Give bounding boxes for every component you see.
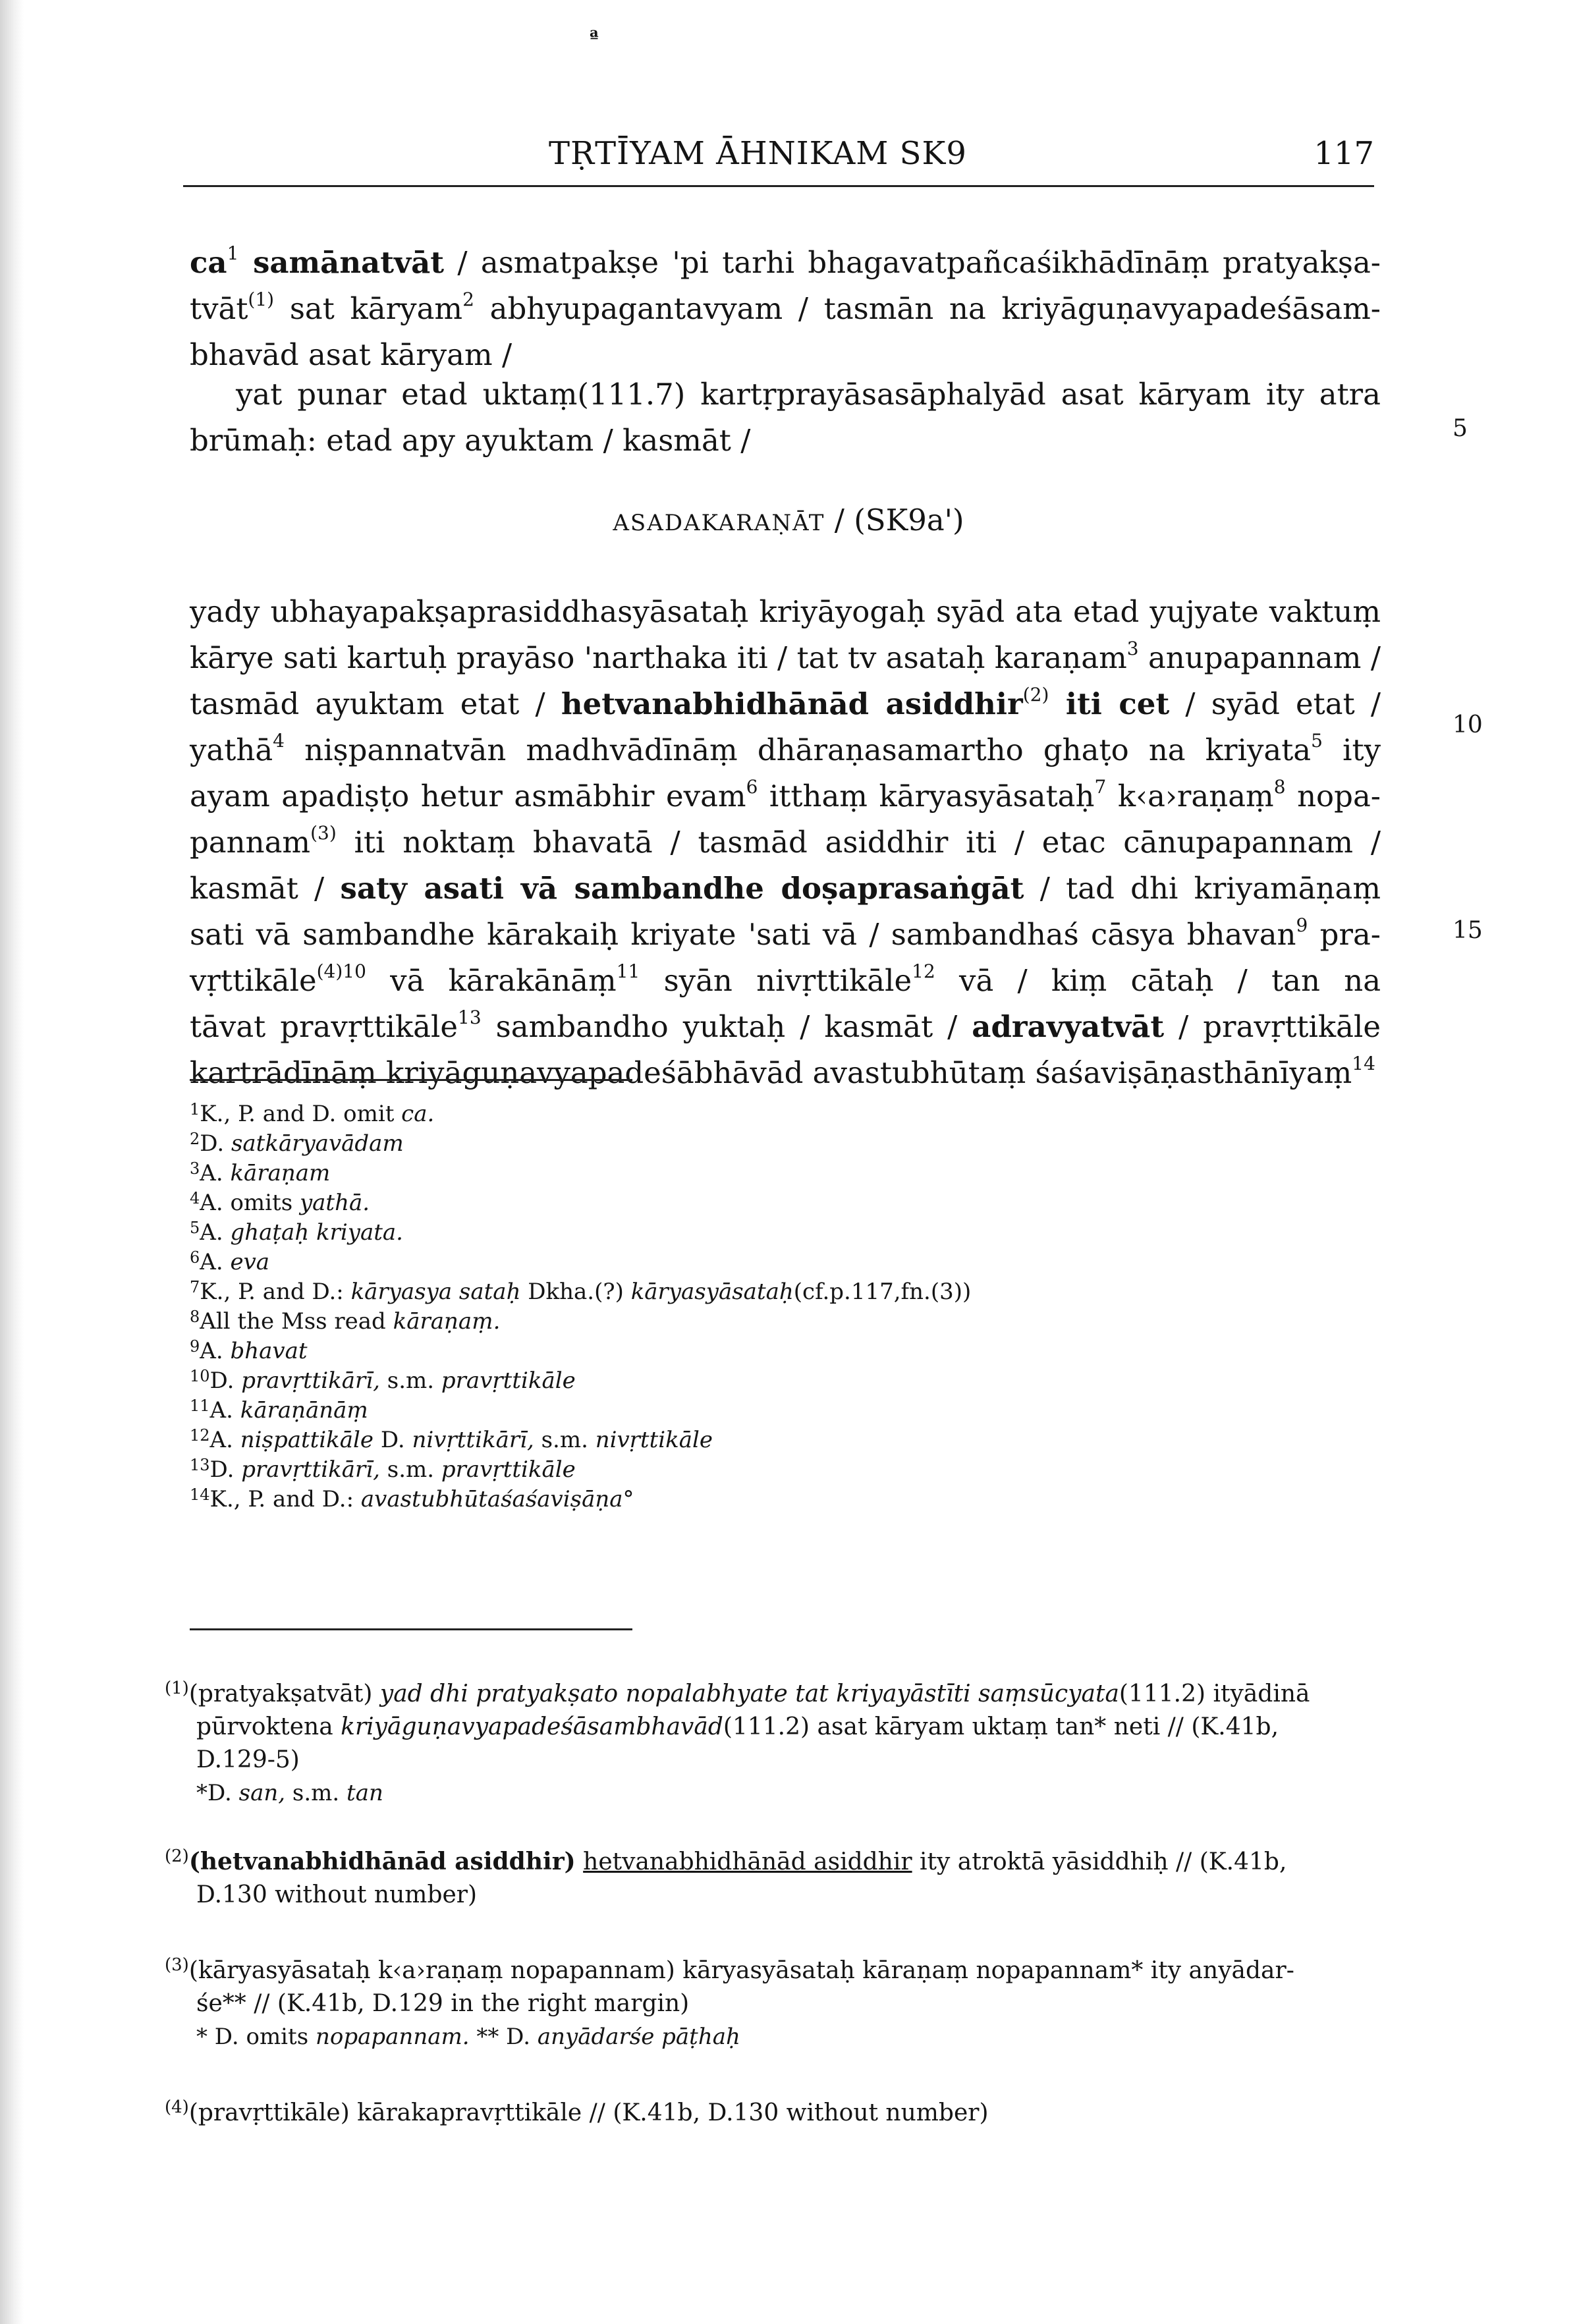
critical-note-line xyxy=(165,1987,1397,2020)
text-line xyxy=(190,866,1381,912)
text-run: K., P. and D.: xyxy=(200,1279,351,1305)
line-number: 10 xyxy=(1452,711,1483,738)
text-run: vā / kiṃ cātaḥ / tan na xyxy=(935,963,1381,998)
critical-note-line xyxy=(165,1744,1397,1777)
text-run: abhyupagantavyam / tasmān na kriyāguṇavyapadeśāsam- xyxy=(474,291,1381,326)
text-run: D. xyxy=(209,1456,242,1483)
critical-note-line xyxy=(165,1879,1397,1912)
text-line xyxy=(190,958,1381,1004)
italic-run: kāryasyāsataḥ xyxy=(630,1279,794,1305)
text-line xyxy=(190,681,1381,727)
text-run: anupapannam / xyxy=(1138,640,1381,675)
text-line xyxy=(190,727,1381,773)
italic-run: ghaṭaḥ kriyata. xyxy=(230,1219,403,1246)
section-heading-label: ASADAKARAṆĀT xyxy=(613,510,825,536)
text-run: brūmaḥ: etad apy ayuktam / kasmāt / xyxy=(190,423,751,458)
superscript-ref: 13 xyxy=(458,1007,482,1028)
superscript-ref: (4)10 xyxy=(316,960,366,982)
footnote-number: 12 xyxy=(190,1426,210,1445)
footnote-number: 13 xyxy=(190,1456,210,1474)
text-run: pūrvoktena xyxy=(196,1713,341,1740)
text-run: tvāt xyxy=(190,291,248,326)
bold-run: samānatvāt xyxy=(238,245,445,280)
text-run: (111.2) ityādinā xyxy=(1119,1680,1310,1707)
text-run: ** D. xyxy=(469,2024,538,2050)
text-run: (pravṛttikāle) kārakapravṛttikāle // (K.41b, D.130 without number) xyxy=(188,2099,989,2126)
critical-note xyxy=(165,1840,1397,1912)
superscript-ref: 1 xyxy=(227,242,239,264)
text-run: iti noktaṃ bhavatā / tasmād asiddhir iti / etac cānupapannam / xyxy=(336,825,1381,860)
section-heading-ref: / (SK9a') xyxy=(825,503,964,538)
text-run: niṣpannatvān madhvādīnāṃ dhāraṇasamartho ghaṭo na kriyata xyxy=(284,733,1312,767)
italic-run: satkāryavādam xyxy=(231,1130,404,1157)
critical-note-number: (1) xyxy=(165,1678,189,1698)
superscript-ref: 8 xyxy=(1273,776,1286,798)
critical-note-line xyxy=(165,1672,1397,1711)
bold-run: iti cet xyxy=(1049,686,1170,721)
bold-run: adravyatvāt xyxy=(972,1009,1165,1044)
text-run: yathā xyxy=(190,733,273,767)
text-run: / pravṛttikāle xyxy=(1164,1009,1381,1044)
text-run: śe** // (K.41b, D.129 in the right margin) xyxy=(196,1990,690,2017)
italic-run: pravṛttikārī, xyxy=(241,1456,380,1483)
text-run: ity xyxy=(1322,733,1381,767)
text-line xyxy=(190,635,1381,681)
text-run: vā kārakānāṃ xyxy=(366,963,617,998)
text-run: A. omits xyxy=(200,1190,300,1216)
text-run: (111.2) asat kāryam uktaṃ tan* neti // (K.41b, xyxy=(723,1713,1279,1740)
italic-run: nopapannam. xyxy=(315,2024,470,2050)
text-line xyxy=(190,286,1381,332)
text-run: A. xyxy=(200,1160,231,1186)
italic-run: tan xyxy=(346,1780,383,1806)
text-run: sambandho yuktaḥ / kasmāt / xyxy=(481,1009,972,1044)
superscript-ref: 5 xyxy=(1311,730,1323,752)
text-run: / syād etat / xyxy=(1169,686,1381,721)
italic-run: kriyāguṇavyapadeśāsambhavād xyxy=(341,1713,723,1740)
italic-run: anyādarśe pāṭhaḥ xyxy=(537,2024,740,2050)
text-run: D. xyxy=(200,1130,231,1157)
text-line xyxy=(190,240,1381,286)
footnote-number: 10 xyxy=(190,1367,210,1385)
footnote-number: 9 xyxy=(190,1337,200,1356)
text-run: (cf.p.117,fn.(3)) xyxy=(793,1279,972,1305)
bold-run: ca xyxy=(190,245,227,280)
text-run: pannam xyxy=(190,825,311,860)
critical-note-number: (3) xyxy=(165,1955,189,1975)
italic-run: nivṛttikāle xyxy=(595,1427,713,1453)
superscript-ref: 9 xyxy=(1296,914,1308,936)
running-title: TṚTĪYAM ĀHNIKAM SK9 xyxy=(549,135,967,172)
critical-note xyxy=(165,1949,1397,2053)
superscript-ref: (1) xyxy=(248,289,275,310)
text-run: nopa- xyxy=(1285,779,1381,814)
text-run: kārye sati kartuḥ prayāso 'narthaka iti / tat tv asataḥ karaṇam xyxy=(190,640,1127,675)
critical-note-number: (4) xyxy=(165,2097,189,2117)
text-run: *D. xyxy=(196,1780,239,1806)
italic-run: niṣpattikāle xyxy=(240,1427,374,1453)
underlined-run: hetvanabhidhānād asiddhir xyxy=(583,1848,912,1875)
text-run: (pratyakṣatvāt) xyxy=(188,1680,380,1707)
footnote-number: 2 xyxy=(190,1130,200,1148)
bold-run: hetvanabhidhānād asiddhir xyxy=(561,686,1023,721)
text-run: / tad dhi kriyamāṇaṃ xyxy=(1024,871,1381,906)
superscript-ref: 14 xyxy=(1352,1053,1375,1074)
text-run: K., P. and D.: xyxy=(209,1486,361,1512)
text-run: D.129-5) xyxy=(196,1746,300,1773)
text-run: Dkha.(?) xyxy=(520,1279,631,1305)
footnote-number: 8 xyxy=(190,1308,200,1326)
text-line xyxy=(190,819,1381,866)
footnote-number: 11 xyxy=(190,1397,210,1415)
text-run: All the Mss read xyxy=(200,1308,393,1335)
text-run: A. xyxy=(209,1427,240,1453)
footnote-number: 1 xyxy=(190,1100,200,1119)
critical-note-line xyxy=(165,1777,1397,1810)
text-run: ayam apadiṣṭo hetur asmābhir evam xyxy=(190,779,746,814)
text-line xyxy=(190,589,1381,635)
critical-note-line xyxy=(165,1949,1397,1987)
text-run: yady ubhayapakṣaprasiddhasyāsataḥ kriyāyogaḥ syād ata etad yujyate vaktuṃ xyxy=(190,594,1381,629)
text-run: k‹a›raṇaṃ xyxy=(1106,779,1274,814)
footnote-number: 7 xyxy=(190,1278,200,1296)
line-number: 5 xyxy=(1452,415,1468,442)
text-run: (kāryasyāsataḥ k‹a›raṇaṃ nopapannam) kāryasyāsataḥ kāraṇaṃ nopapannam* ity anyādar- xyxy=(188,1957,1294,1984)
text-run: K., P. and D. omit xyxy=(200,1101,402,1127)
superscript-ref: 6 xyxy=(746,776,758,798)
critical-notes-rule xyxy=(190,1628,632,1630)
text-run: s.m. xyxy=(379,1456,441,1483)
section-heading xyxy=(0,497,1577,546)
bold-run: saty asati vā sambandhe doṣaprasaṅgāt xyxy=(340,871,1024,906)
italic-run: eva xyxy=(230,1249,270,1275)
italic-run: yad dhi pratyakṣato nopalabhyate tat kriyayāstīti saṃsūcyata xyxy=(379,1680,1119,1707)
page-mark: ª xyxy=(590,26,599,48)
text-run: A. xyxy=(200,1338,231,1364)
scan-edge-shadow xyxy=(0,0,24,2324)
footnote-number: 3 xyxy=(190,1159,200,1178)
text-run: kartrādīnāṃ kriyāguṇavyapadeśābhāvād avastubhūtaṃ śaśaviṣāṇasthānīyaṃ xyxy=(190,1055,1352,1090)
italic-run: kāraṇānāṃ xyxy=(240,1397,368,1424)
superscript-ref: 3 xyxy=(1126,638,1139,659)
italic-run: ca. xyxy=(401,1101,435,1127)
bold-run: (hetvanabhidhānād asiddhir) xyxy=(188,1848,576,1875)
italic-run: san, xyxy=(238,1780,286,1806)
text-run xyxy=(576,1848,583,1875)
critical-note-number: (2) xyxy=(165,1846,189,1866)
superscript-ref: 4 xyxy=(273,730,285,752)
text-run: pra- xyxy=(1308,917,1381,952)
text-run: * D. omits xyxy=(196,2024,316,2050)
text-run: tāvat pravṛttikāle xyxy=(190,1009,458,1044)
italic-run: kāraṇam xyxy=(230,1160,331,1186)
italic-run: kāraṇaṃ. xyxy=(393,1308,501,1335)
footnote-number: 14 xyxy=(190,1485,210,1504)
text-run: itthaṃ kāryasyāsataḥ xyxy=(758,779,1095,814)
running-header xyxy=(183,135,1374,187)
text-run: tasmād ayuktam etat / xyxy=(190,686,561,721)
text-run: D. xyxy=(209,1368,242,1394)
text-line xyxy=(190,1050,1381,1096)
text-run: A. xyxy=(200,1249,231,1275)
superscript-ref: (2) xyxy=(1022,684,1049,706)
superscript-ref: (3) xyxy=(310,822,337,844)
text-run: yat punar etad uktaṃ(111.7) kartṛprayāsasāphalyād asat kāryam ity atra xyxy=(236,377,1381,412)
text-line xyxy=(190,912,1381,958)
superscript-ref: 7 xyxy=(1094,776,1107,798)
paragraph-1 xyxy=(190,240,1381,378)
text-line xyxy=(190,1004,1381,1050)
italic-run: avastubhūtaśaśaviṣāṇa° xyxy=(360,1486,634,1512)
text-run: A. xyxy=(200,1219,231,1246)
text-run: s.m. xyxy=(379,1368,441,1394)
footnote-rule xyxy=(190,1079,632,1081)
text-run: / asmatpakṣe 'pi tarhi bhagavatpañcaśikhādīnāṃ pratyakṣa- xyxy=(444,245,1381,280)
critical-note-line xyxy=(165,1840,1397,1879)
page-number: 117 xyxy=(1314,135,1374,172)
italic-run: nivṛttikārī, xyxy=(412,1427,534,1453)
footnote-number: 4 xyxy=(190,1189,200,1207)
text-line xyxy=(190,418,1381,464)
text-run: A. xyxy=(209,1397,240,1424)
italic-run: yathā. xyxy=(299,1190,370,1216)
critical-note xyxy=(165,2091,1397,2130)
text-run: sati vā sambandhe kārakaiḥ kriyate 'sati vā / sambandhaś cāsya bhavan xyxy=(190,917,1296,952)
text-run: D.130 without number) xyxy=(196,1881,478,1908)
italic-run: pravṛttikārī, xyxy=(241,1368,380,1394)
footnote xyxy=(190,1480,634,1514)
italic-run: bhavat xyxy=(230,1338,308,1364)
line-number: 15 xyxy=(1452,917,1483,944)
text-run: s.m. xyxy=(534,1427,595,1453)
paragraph-2 xyxy=(190,372,1381,464)
text-run: bhavād asat kāryam / xyxy=(190,337,512,372)
text-run: D. xyxy=(374,1427,412,1453)
italic-run: pravṛttikāle xyxy=(441,1368,576,1394)
text-run: sat kāryam xyxy=(274,291,463,326)
critical-note-line xyxy=(165,2091,1397,2130)
text-run: ity atroktā yāsiddhiḥ // (K.41b, xyxy=(912,1848,1287,1875)
text-run: syān nivṛttikāle xyxy=(640,963,912,998)
text-run: vṛttikāle xyxy=(190,963,317,998)
text-run: s.m. xyxy=(285,1780,347,1806)
superscript-ref: 12 xyxy=(912,960,935,982)
text-line xyxy=(190,773,1381,819)
superscript-ref: 2 xyxy=(462,289,474,310)
italic-run: kāryasya sataḥ xyxy=(350,1279,521,1305)
critical-note xyxy=(165,1672,1397,1810)
text-line xyxy=(190,372,1381,418)
critical-note-line xyxy=(165,2020,1397,2053)
text-run: kasmāt / xyxy=(190,871,341,906)
superscript-ref: 11 xyxy=(616,960,640,982)
italic-run: pravṛttikāle xyxy=(441,1456,576,1483)
paragraph-3 xyxy=(190,589,1381,1096)
footnote-number: 6 xyxy=(190,1248,200,1267)
critical-note-line xyxy=(165,1711,1397,1744)
footnote-number: 5 xyxy=(190,1219,200,1237)
